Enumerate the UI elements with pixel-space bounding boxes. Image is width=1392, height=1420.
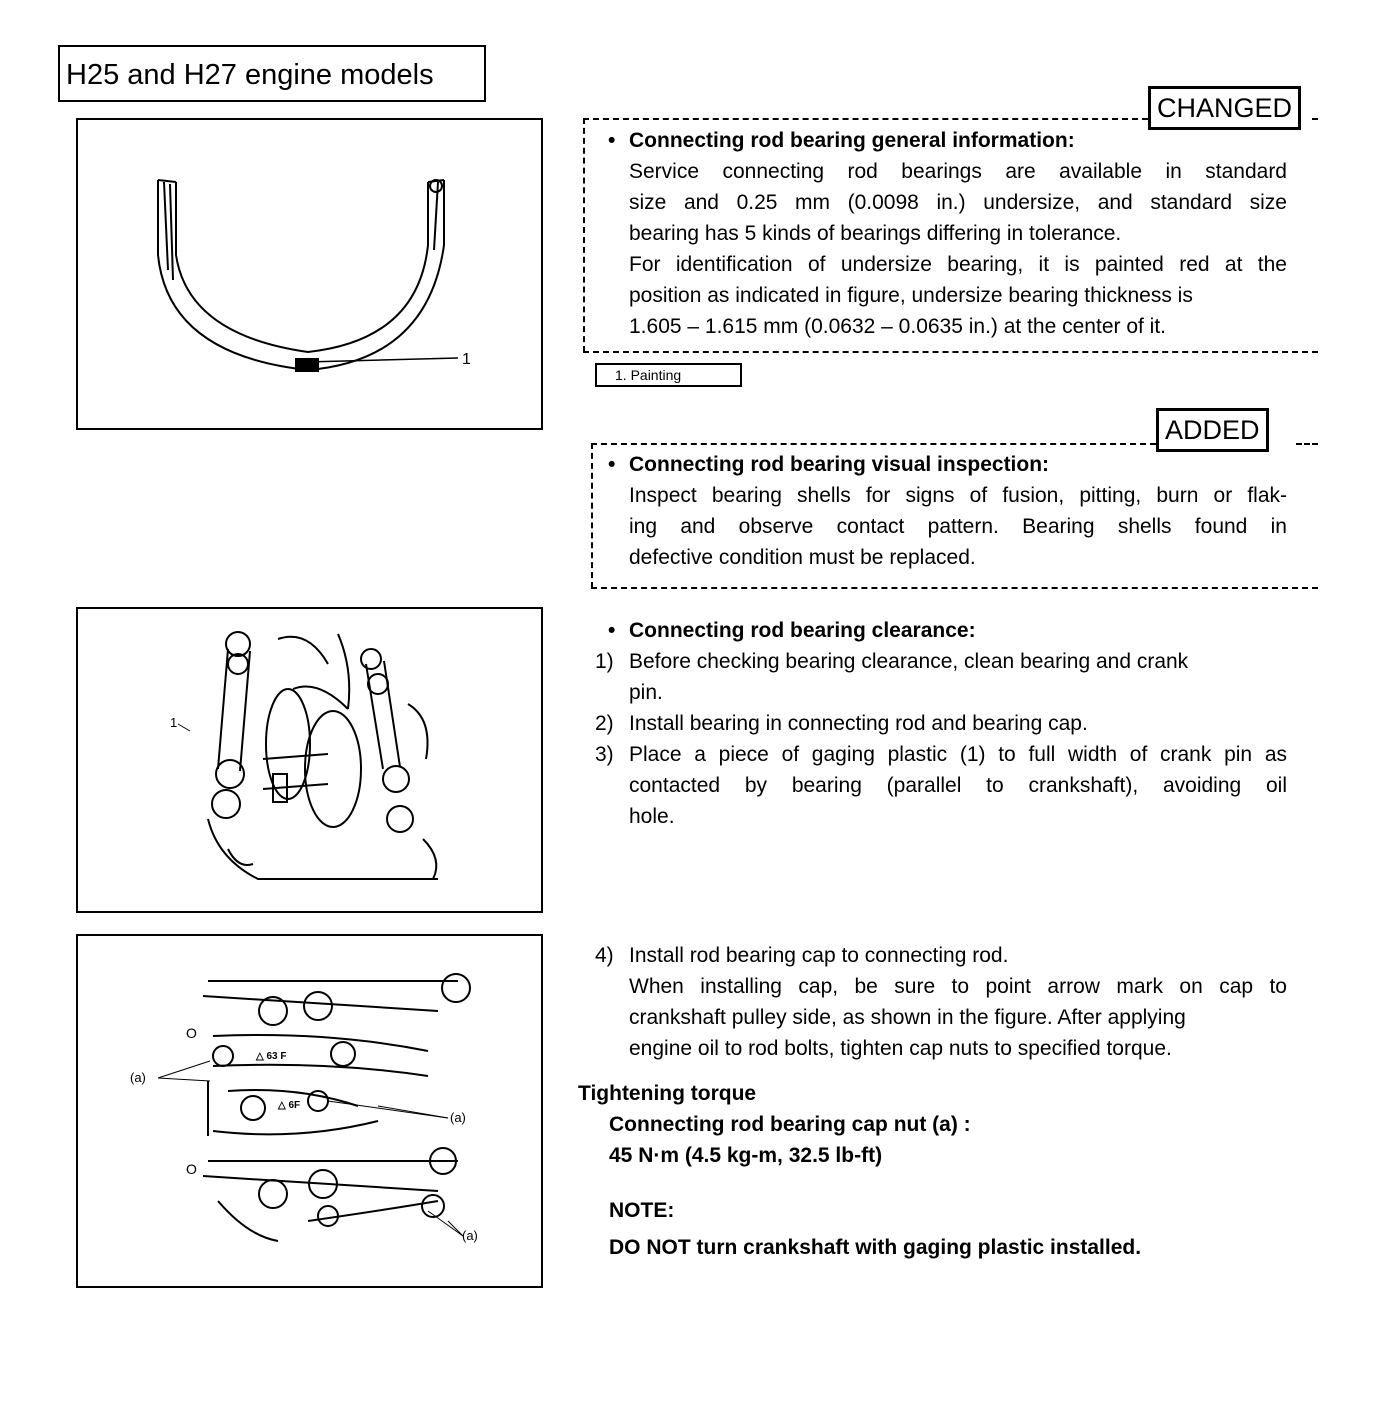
bullet-clearance: •	[608, 619, 616, 642]
torque-item: Connecting rod bearing cap nut (a) :	[609, 1113, 971, 1136]
bearing-shell-drawing	[78, 120, 545, 432]
cap-stamp-lower: △ 6F	[278, 1100, 301, 1111]
step-line: Place a piece of gaging plastic (1) to full width of crank pin as	[629, 743, 1287, 766]
crankshaft-drawing	[78, 609, 545, 915]
visual-inspection-section	[629, 449, 1287, 573]
step-1	[629, 646, 1287, 708]
mark-o-upper: O	[186, 1025, 197, 1041]
callout-a-left: (a)	[130, 1070, 146, 1085]
step-line: Install rod bearing cap to connecting rod.	[629, 944, 1009, 967]
step-line: Before checking bearing clearance, clean bearing and crank	[629, 650, 1189, 673]
bullet-visual: •	[608, 453, 616, 476]
figure1-callout: 1	[462, 351, 471, 368]
changed-border-top	[583, 118, 1148, 120]
figure-crankshaft-gaging	[76, 607, 543, 913]
general-info-section	[629, 125, 1287, 342]
step-2	[629, 708, 1287, 739]
callout-a-middle: (a)	[450, 1110, 466, 1125]
general-info-line: bearing has 5 kinds of bearings differing in tolerance.	[629, 222, 1122, 245]
changed-border-left	[583, 118, 585, 352]
step-line: crankshaft pulley side, as shown in the figure. After applying	[629, 1006, 1186, 1029]
step-number: 1)	[595, 650, 614, 673]
general-info-title: Connecting rod bearing general information:	[629, 129, 1075, 152]
step-number: 4)	[595, 944, 614, 967]
step-line: engine oil to rod bolts, tighten cap nuts to specified torque.	[629, 1037, 1172, 1060]
step-number: 2)	[595, 712, 614, 735]
changed-border-bottom	[583, 351, 1318, 353]
clearance-title: Connecting rod bearing clearance:	[629, 619, 976, 642]
step-line: hole.	[629, 805, 675, 828]
general-info-line: position as indicated in figure, undersize bearing thickness is	[629, 284, 1193, 307]
figure-rod-caps	[76, 934, 543, 1288]
step-line: pin.	[629, 681, 663, 704]
general-info-line: For identification of undersize bearing, it is painted red at the	[629, 253, 1287, 276]
step-number: 3)	[595, 743, 614, 766]
step-line: When installing cap, be sure to point arrow mark on cap to	[629, 975, 1287, 998]
painting-mark	[295, 358, 319, 372]
step-line: contacted by bearing (parallel to crankshaft), avoiding oil	[629, 774, 1287, 797]
changed-tag: CHANGED	[1148, 86, 1301, 130]
added-border-top-end	[1296, 443, 1318, 445]
added-border-top	[591, 443, 1156, 445]
visual-inspection-title: Connecting rod bearing visual inspection:	[629, 453, 1050, 476]
general-info-line: Service connecting rod bearings are available in standard	[629, 160, 1287, 183]
step-4	[629, 940, 1287, 1064]
added-border-left	[591, 443, 593, 588]
step-3	[629, 739, 1287, 832]
torque-heading: Tightening torque	[578, 1082, 757, 1105]
visual-inspection-line: defective condition must be replaced.	[629, 546, 976, 569]
visual-inspection-line: Inspect bearing shells for signs of fusion, pitting, burn or flak-	[629, 484, 1287, 507]
changed-border-top-end	[1312, 118, 1318, 120]
added-tag: ADDED	[1156, 408, 1269, 452]
step-line: Install bearing in connecting rod and bearing cap.	[629, 712, 1088, 735]
figure-bearing-shell	[76, 118, 543, 430]
added-border-bottom	[591, 587, 1318, 589]
torque-value: 45 N·m (4.5 kg-m, 32.5 lb-ft)	[609, 1144, 883, 1167]
visual-inspection-line: ing and observe contact pattern. Bearing shells found in	[629, 515, 1287, 538]
note-label: NOTE:	[609, 1199, 675, 1222]
model-title: H25 and H27 engine models	[58, 45, 486, 102]
note-text: DO NOT turn crankshaft with gaging plastic installed.	[609, 1236, 1142, 1259]
figure2-callout: 1	[170, 715, 178, 730]
rod-caps-drawing	[78, 936, 545, 1290]
figure1-caption: 1. Painting	[595, 363, 742, 387]
general-info-line: 1.605 – 1.615 mm (0.0632 – 0.0635 in.) at the center of it.	[629, 315, 1167, 338]
general-info-line: size and 0.25 mm (0.0098 in.) undersize, and standard size	[629, 191, 1287, 214]
callout-a-bottom: (a)	[462, 1228, 478, 1243]
cap-stamp-upper: △ 63 F	[256, 1051, 287, 1062]
mark-o-lower: O	[186, 1161, 197, 1177]
bullet-general: •	[608, 129, 616, 152]
